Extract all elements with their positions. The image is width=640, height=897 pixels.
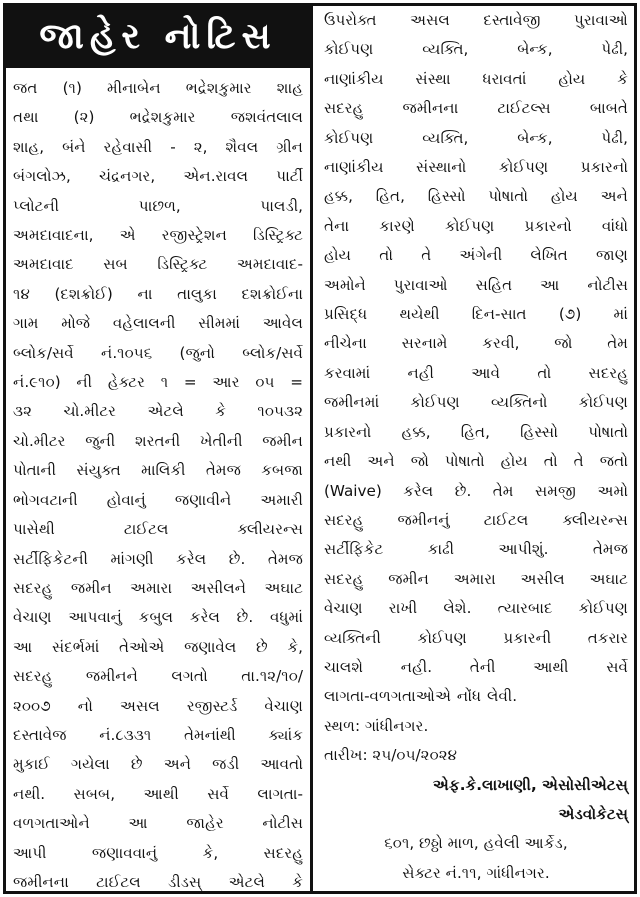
- notice-text-line: જત (૧) મીનાબેન ભદ્રેશકુમાર શાહ: [13, 79, 303, 97]
- notice-text-line: નં.૯૧૦) ની હેક્ટર ૧ = આર ૦૫ =: [13, 373, 303, 392]
- notice-text-line: નાણાંકીય સંસ્થાનો કોઈપણ પ્રકારનો: [324, 158, 628, 177]
- notice-text-line: પ્રકારનો હક્ક, હિત, હિસ્સો પોષાતો: [324, 422, 628, 441]
- notice-text-line: જમીનમાં કોઈપણ વ્યક્તિનો કોઈપણ: [324, 393, 628, 412]
- notice-text-line: દસ્તાવેજ નં.૮૩૩૧ તેમનાંથી ક્યાંક: [13, 725, 303, 744]
- notice-text-line: કોઈપણ વ્યક્તિ, બેન્ક, પેઢી,: [324, 128, 628, 147]
- notice-body-left: [6, 68, 310, 897]
- notice-date: તારીખ: ૨૫/૦૫/૨૦૨૪: [324, 746, 458, 765]
- notice-text-line: સદરહુ જમીન અમારા અસીલ અઘાટ: [324, 569, 628, 588]
- notice-footer: [316, 712, 634, 888]
- notice-text-line: (Waive) કરેલ છે. તેમ સમજી અમો: [324, 481, 628, 500]
- notice-title: જાહેર નોટિસ: [6, 6, 310, 68]
- notice-text-line: તથા (૨) ભદ્રેશકુમાર જશવંતલાલ: [13, 108, 303, 127]
- advocate-designation: એડવોકેટસ્: [558, 804, 628, 823]
- advocate-firm-name: એફ.કે.લાખાણી, એસોસીએટસ્: [432, 775, 628, 794]
- notice-text-line: ઉપરોક્ત અસલ દસ્તાવેજી પુરાવાઓ: [324, 11, 628, 29]
- notice-left-column: [6, 6, 313, 891]
- notice-right-column: [316, 6, 634, 891]
- notice-text-line: ૧૪ (દશક્રોઈ) ના તાલુકા દશક્રોઈના: [13, 284, 303, 303]
- notice-text-line: મુકાઈ ગયેલા છે અને જડી આવતો: [13, 755, 303, 774]
- notice-text-line: ચાલશે નહી. તેની આથી સર્વે: [324, 657, 628, 676]
- notice-text-line: પ્લોટની પાછળ, પાલડી,: [13, 196, 303, 215]
- notice-text-line: અમોને પુરાવાઓ સહિત આ નોટીસ: [324, 275, 628, 294]
- notice-place: સ્થળ: ગાંધીનગર.: [324, 716, 429, 735]
- notice-body-right: [316, 6, 634, 712]
- notice-text-line: ગામ મોજે વહેલાલની સીમમાં આવેલ: [13, 314, 303, 333]
- notice-text-line: જમીનના ટાઈટલ ડીડસ્ એટલે કે: [13, 872, 303, 891]
- notice-text-line: નથી અને જો પોષાતો હોય તો તે જતો: [324, 452, 628, 471]
- notice-text-line: પાસેથી ટાઈટલ ક્લીયરન્સ: [13, 520, 303, 539]
- notice-text-line: ચો.મીટર જુની શરતની ખેતીની જમીન: [13, 431, 303, 450]
- notice-text-line: નાણાંકીય સંસ્થા ધરાવતાં હોય કે: [324, 69, 628, 88]
- notice-text-line: વ્યક્તિની કોઈપણ પ્રકારની તકરાર: [324, 628, 628, 647]
- notice-text-line: નથી. સબબ, આથી સર્વે લાગતા-: [13, 784, 303, 803]
- notice-text-line: કરવામાં નહી આવે તો સદરહુ: [324, 363, 628, 382]
- notice-text-line: તેના કારણે કોઈપણ પ્રકારનો વાંધો: [324, 216, 628, 235]
- notice-text-line: કોઈપણ વ્યક્તિ, બેન્ક, પેઢી,: [324, 40, 628, 59]
- notice-text-line: ૨૦૦૭ નો અસલ રજીસ્ટર્ડ વેચાણ: [13, 696, 303, 715]
- notice-text-line: વેચાણ રાખી લેશે. ત્યારબાદ કોઈપણ: [324, 599, 628, 618]
- public-notice: [3, 3, 637, 894]
- notice-text-line: અમદાવાદ સબ ડિસ્ટ્રિક્ટ અમદાવાદ-: [13, 255, 303, 274]
- notice-text-line: પ્રસિદ્ધ થયેથી દિન-સાત (૭) માં: [324, 305, 628, 324]
- notice-text-line: ભોગવટાની હોવાનું જણાવીને અમારી: [13, 490, 303, 509]
- notice-text-line: આપી જણાવવાનું કે, સદરહુ: [13, 843, 303, 862]
- notice-text-line: સર્ટીફિકેટની માંગણી કરેલ છે. તેમજ: [13, 549, 303, 568]
- notice-text-line: સદરહુ જમીનના ટાઈટલ્સ બાબતે: [324, 99, 628, 118]
- notice-text-line: બ્લોક/સર્વે નં.૧૦૫૬ (જુનો બ્લોક/સર્વે: [13, 343, 303, 362]
- notice-text-line: સદરહુ જમીનનું ટાઈટલ ક્લીયરન્સ: [324, 510, 628, 529]
- notice-text-line: અમદાવાદના, એ રજીસ્ટ્રેશન ડિસ્ટ્રિક્ટ: [13, 226, 303, 245]
- advocate-address-line-1: ૬૦૧, છઠ્ઠો માળ, હવેલી આર્કેડ,: [384, 834, 568, 853]
- notice-text-line: સદરહુ જમીન અમારા અસીલને અઘાટ: [13, 578, 303, 597]
- notice-text-line: હક્ક, હિત, હિસ્સો પોષાતો હોય અને: [324, 187, 628, 206]
- advocate-address-line-2: સેક્ટર નં.૧૧, ગાંધીનગર.: [402, 863, 550, 882]
- notice-text-line: વળગતાઓને આ જાહેર નોટીસ: [13, 814, 303, 833]
- notice-text-line: શાહ, બંને રહેવાસી - ૨, શૈવલ ગ્રીન: [13, 137, 303, 156]
- notice-text-line: સર્ટીફિકેટ કાઢી આપીશું. તેમજ: [324, 540, 628, 559]
- notice-text-line: ૩૨ ચો.મીટર એટલે કે ૧૦૫૩૨: [13, 402, 303, 421]
- notice-text-line: આ સંદર્ભમાં તેઓએ જણાવેલ છે કે,: [13, 637, 303, 656]
- notice-text-line: હોય તો તે અંગેની લેખિત જાણ: [324, 246, 628, 265]
- notice-text-line: નીચેના સરનામે કરવી, જો તેમ: [324, 334, 628, 353]
- notice-text-line: વેચાણ આપવાનું કબુલ કરેલ છે. વધુમાં: [13, 608, 303, 627]
- notice-text-line: બંગલોઝ, ચંદ્રનગર, એન.રાવલ પાર્ટી: [13, 167, 303, 186]
- notice-text-line: પોતાની સંયુક્ત માલિકી તેમજ કબજા: [13, 461, 303, 480]
- notice-text-line: લાગતા-વળગતાઓએ નોંધ લેવી.: [324, 687, 518, 706]
- notice-text-line: સદરહુ જમીનને લગતો તા.૧૨/૧૦/: [13, 667, 303, 686]
